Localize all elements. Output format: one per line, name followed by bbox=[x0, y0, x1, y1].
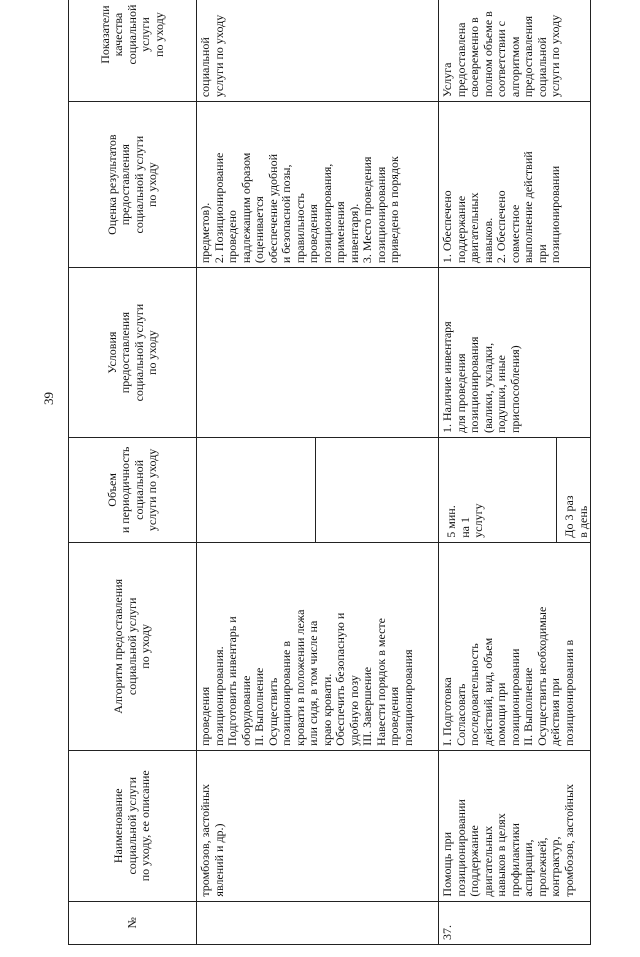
text-line: обеспечение удобной bbox=[265, 153, 280, 264]
text-line: 3. Место проведения bbox=[360, 156, 374, 264]
row-assessment bbox=[439, 102, 591, 268]
text-line: социальной услуги bbox=[124, 776, 139, 875]
text-line: удобную позу bbox=[346, 675, 361, 746]
text-line: услуги по уходу bbox=[548, 14, 562, 98]
row-name bbox=[197, 750, 439, 901]
row-period bbox=[439, 438, 557, 542]
text-line: профилактики bbox=[507, 823, 522, 897]
text-line: по уходу bbox=[145, 330, 159, 375]
text-line: применения bbox=[333, 201, 347, 264]
text-line: Помощь при bbox=[440, 831, 454, 897]
text-line: Оценка результатов bbox=[104, 134, 119, 235]
text-line: двигательных bbox=[467, 192, 481, 264]
row-volume-cell bbox=[197, 438, 439, 543]
row-name bbox=[439, 750, 591, 901]
text-line: проведения bbox=[306, 204, 320, 264]
text-line: Согласовать bbox=[453, 683, 468, 746]
text-line: социальной услуги bbox=[124, 597, 139, 696]
text-line: совместное bbox=[507, 204, 522, 264]
row-volume-cell bbox=[439, 438, 591, 543]
text-line: (поддержание bbox=[467, 825, 481, 897]
text-line: Условия bbox=[104, 331, 119, 374]
text-line: подушки, иные bbox=[494, 355, 508, 434]
text-line: предоставления bbox=[118, 144, 132, 226]
row-algorithm bbox=[197, 542, 439, 750]
rotated-content bbox=[40, 0, 600, 957]
text-line: по уходу bbox=[145, 162, 159, 208]
text-line: помощи при bbox=[494, 682, 508, 746]
text-line: позиционирования bbox=[467, 336, 481, 434]
text-line: позиционирование в bbox=[279, 640, 293, 746]
text-line: услуги по уходу bbox=[211, 14, 226, 98]
text-line: Показатели bbox=[97, 5, 112, 64]
row-conditions bbox=[439, 268, 591, 438]
text-line: соответствии с bbox=[494, 21, 508, 98]
page-number: 39 bbox=[41, 392, 56, 405]
text-line: Обеспечить безопасную и bbox=[333, 612, 347, 746]
row-quality bbox=[197, 0, 439, 102]
text-line: позиционировании bbox=[507, 648, 522, 746]
text-line: позиционировании в bbox=[561, 639, 576, 746]
text-line: аспирации, bbox=[521, 839, 535, 897]
header-quality bbox=[69, 0, 197, 102]
header-volume bbox=[69, 438, 197, 543]
text-line: II. Выполнение bbox=[252, 667, 266, 746]
text-line: по уходу bbox=[138, 623, 153, 669]
table-row bbox=[439, 0, 591, 945]
text-line: предметов). bbox=[198, 202, 212, 264]
row-volume bbox=[557, 438, 590, 542]
text-line: (валики, укладки, bbox=[480, 342, 495, 434]
table-header-row bbox=[69, 0, 197, 945]
text-line: поддержание bbox=[453, 195, 468, 264]
row-assessment bbox=[197, 102, 439, 268]
text-line: социальной bbox=[534, 37, 549, 98]
text-line: для проведения bbox=[453, 353, 468, 434]
text-line: по уходу bbox=[151, 12, 166, 57]
text-line: двигательных bbox=[480, 825, 495, 897]
text-line: своевременно в bbox=[467, 17, 481, 98]
text-line: или сидя, в том числе на bbox=[306, 620, 320, 746]
text-line: До 3 раз bbox=[562, 495, 576, 538]
text-line: II. Выполнение bbox=[521, 667, 535, 746]
text-line: проведения bbox=[387, 686, 401, 746]
text-line: социальной bbox=[131, 459, 146, 520]
text-line: позиционирования, bbox=[319, 163, 334, 264]
text-line: социальной услуги bbox=[131, 135, 146, 234]
text-line: проведено bbox=[225, 210, 239, 264]
text-line: социальной bbox=[124, 4, 139, 65]
text-line: краю кровати. bbox=[319, 673, 334, 746]
text-line: явлений и др.) bbox=[211, 823, 226, 897]
text-line: тромбозов, застойных bbox=[561, 783, 576, 897]
text-line: позиционирования bbox=[400, 649, 415, 746]
text-line: предоставлена bbox=[453, 22, 468, 98]
text-line: III. Завершение bbox=[360, 666, 374, 746]
header-algorithm bbox=[69, 542, 197, 750]
text-line: 5 мин. bbox=[444, 505, 458, 538]
text-line: полном объеме в bbox=[480, 11, 495, 98]
text-line: на 1 bbox=[457, 516, 472, 538]
text-line: надлежащим образом bbox=[238, 152, 253, 264]
text-line: оборудование bbox=[238, 675, 253, 746]
text-line: услугу bbox=[471, 503, 485, 538]
text-line: в день bbox=[575, 505, 590, 538]
row-quality bbox=[439, 0, 591, 102]
text-line: позиционировании bbox=[548, 165, 562, 264]
text-line: предоставления bbox=[118, 311, 132, 394]
text-line: 1. Обеспечено bbox=[440, 190, 454, 264]
text-line: позиционирования bbox=[373, 166, 388, 264]
text-line: I. Подготовка bbox=[440, 677, 454, 746]
text-line: алгоритмом bbox=[507, 36, 522, 98]
row-num bbox=[197, 901, 439, 944]
text-line: позиционировании bbox=[453, 799, 468, 897]
text-line: инвентаря). bbox=[346, 203, 361, 264]
text-line: выполнение действий bbox=[521, 151, 535, 264]
text-line: Навести порядок в месте bbox=[373, 618, 388, 746]
text-line: пролежней, bbox=[534, 837, 549, 897]
header-name bbox=[69, 750, 197, 901]
header-conditions bbox=[69, 268, 197, 438]
table-row bbox=[197, 0, 439, 945]
text-line: навыков в целях bbox=[494, 813, 508, 897]
text-line: приспособления) bbox=[507, 345, 522, 434]
text-line: контрактур, bbox=[548, 836, 562, 897]
text-line: социальной bbox=[198, 37, 212, 98]
row-algorithm bbox=[439, 542, 591, 750]
text-line: и периодичность bbox=[118, 446, 132, 534]
text-line: приведено в порядок bbox=[387, 156, 401, 264]
text-line: предоставления bbox=[521, 15, 535, 98]
header-assessment bbox=[69, 102, 197, 268]
text-line: Объем bbox=[104, 473, 119, 507]
text-line: по уходу, ее описание bbox=[138, 770, 153, 882]
text-line: 2. Обеспечено bbox=[494, 190, 508, 264]
text-line: Осуществить необходимые bbox=[534, 606, 549, 746]
text-line: 1. Наличие инвентаря bbox=[440, 321, 454, 434]
text-line: Осуществить bbox=[265, 677, 280, 746]
text-line: Подготовить инвентарь и bbox=[225, 616, 239, 746]
text-line: 2. Позиционирование bbox=[211, 152, 226, 264]
text-line: социальной услуги bbox=[131, 303, 146, 402]
row-conditions bbox=[197, 268, 439, 438]
text-line: (оценивается bbox=[252, 196, 266, 264]
text-line: Услуга bbox=[440, 62, 454, 98]
text-line: при bbox=[534, 244, 549, 264]
row-num: 37. bbox=[439, 901, 591, 944]
text-line: навыков. bbox=[480, 217, 495, 264]
text-line: правильность bbox=[292, 193, 307, 264]
text-line: действий, вид, объем bbox=[480, 637, 495, 746]
text-line: и безопасной позы, bbox=[279, 164, 293, 264]
text-line: позиционирования. bbox=[211, 646, 226, 746]
text-line: последовательность bbox=[467, 643, 481, 746]
text-line: тромбозов, застойных bbox=[198, 783, 212, 897]
text-line: услуги bbox=[138, 17, 153, 52]
text-line: Наименование bbox=[111, 788, 126, 864]
text-line: действия при bbox=[548, 678, 562, 746]
text-line: Алгоритм предоставления bbox=[111, 578, 126, 714]
text-line: качества bbox=[111, 12, 126, 57]
header-num: № bbox=[69, 901, 197, 944]
text-line: кровати в положении лежа bbox=[292, 609, 307, 746]
services-table bbox=[68, 0, 591, 945]
text-line: проведения bbox=[198, 686, 212, 746]
text-line: услуги по уходу bbox=[145, 448, 159, 532]
